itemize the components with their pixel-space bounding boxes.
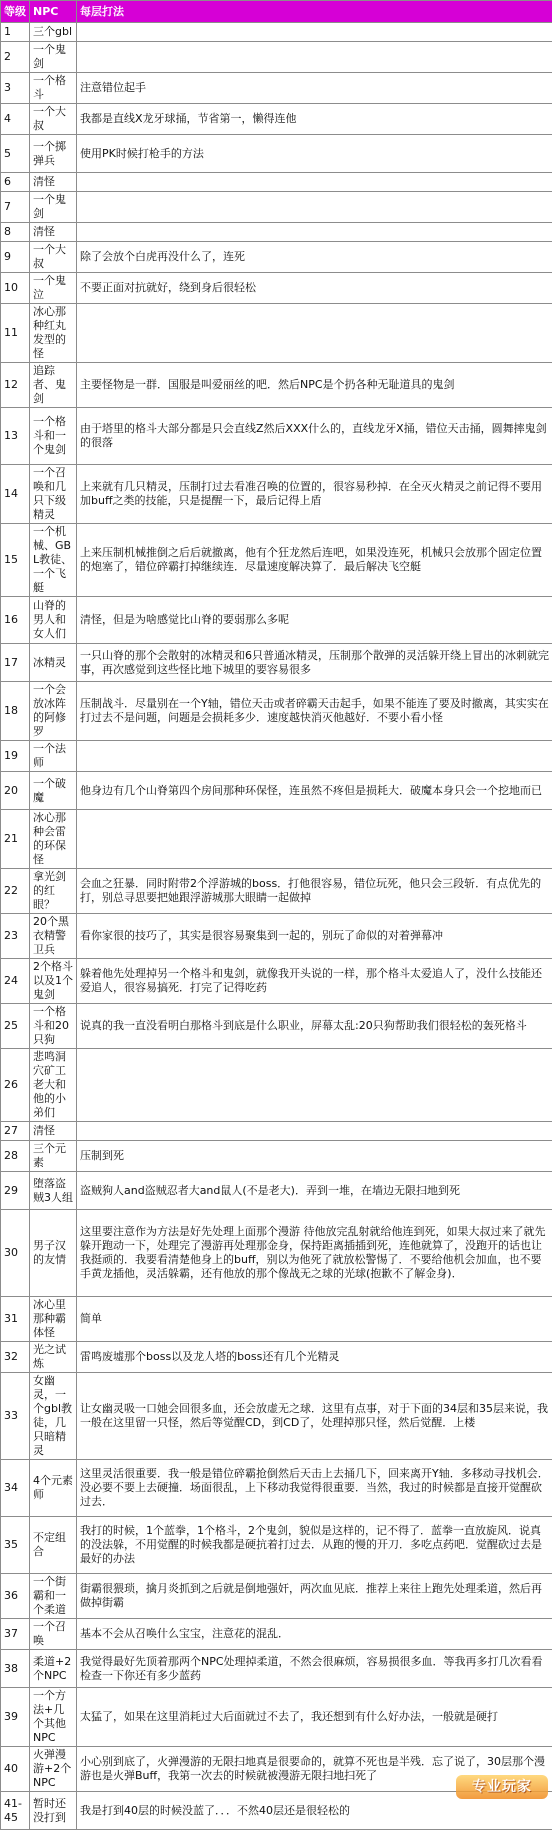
table-row: [1, 465, 552, 524]
header-level: 等级: [1, 1, 30, 23]
table-row: [1, 304, 552, 363]
table-row: [1, 914, 552, 959]
row-npc: 悲鸣洞穴矿工老大和他的小弟们: [30, 1049, 77, 1122]
table-row: [1, 1297, 552, 1342]
row-npc: 火弹漫游+2个NPC: [30, 1747, 77, 1792]
row-tips: 一只山脊的那个会散射的冰精灵和6只普通冰精灵，压制那个散弹的灵活躲开绕上冒出的冰刺就完事，再次感觉到这些怪比地下城里的要容易很多: [77, 644, 552, 682]
row-level: 35: [1, 1517, 30, 1574]
table-row: [1, 1141, 552, 1172]
row-level: 21: [1, 810, 30, 869]
row-level: 25: [1, 1004, 30, 1049]
row-npc: 一个大叔: [30, 242, 77, 273]
table-header-row: [1, 1, 552, 23]
table-row: [1, 869, 552, 914]
row-npc: 清怪: [30, 173, 77, 192]
table-row: [1, 1172, 552, 1210]
header-npc: NPC: [30, 1, 77, 23]
row-npc: 一个鬼剑: [30, 192, 77, 223]
row-level: 3: [1, 73, 30, 104]
row-npc: 暂时还没打到: [30, 1792, 77, 1830]
row-npc: 柔道+2个NPC: [30, 1650, 77, 1688]
row-npc: 光之试炼: [30, 1342, 77, 1373]
row-npc: 一个方法+几个其他NPC: [30, 1688, 77, 1747]
row-npc: 一个破魔: [30, 772, 77, 810]
table-row: [1, 810, 552, 869]
row-tips: [77, 192, 552, 223]
row-npc: 一个会放冰阵的阿修罗: [30, 682, 77, 741]
row-tips: 小心别到底了，火弹漫游的无限扫地真是很要命的，就算不死也是半残．忘了说了，30层那个漫游也是火弹Buff，我第一次去的时候就被漫游无限扫地扫死了: [77, 1747, 552, 1792]
row-tips: 雷鸣废墟那个boss以及龙人塔的boss还有几个光精灵: [77, 1342, 552, 1373]
row-tips: 除了会放个白虎再没什么了，连死: [77, 242, 552, 273]
table-row: [1, 73, 552, 104]
row-npc: 2个格斗以及1个鬼剑: [30, 959, 77, 1004]
table-row: [1, 772, 552, 810]
table-row: [1, 1650, 552, 1688]
row-level: 4: [1, 104, 30, 135]
row-level: 1: [1, 23, 30, 42]
row-tips: 简单: [77, 1297, 552, 1342]
table-row: [1, 1574, 552, 1619]
row-tips: 注意错位起手: [77, 73, 552, 104]
table-row: [1, 408, 552, 465]
row-level: 31: [1, 1297, 30, 1342]
row-level: 2: [1, 42, 30, 73]
row-level: 40: [1, 1747, 30, 1792]
row-level: 13: [1, 408, 30, 465]
row-npc: 一个召唤和几只下级精灵: [30, 465, 77, 524]
table-row: [1, 682, 552, 741]
row-level: 37: [1, 1619, 30, 1650]
row-level: 18: [1, 682, 30, 741]
row-tips: 街霸很猥琐，擒月炎抓到之后就是倒地强奸，两次血见底．推荐上来往上跑先处理柔道，然后再做掉街霸: [77, 1574, 552, 1619]
row-tips: [77, 223, 552, 242]
row-level: 6: [1, 173, 30, 192]
row-tips: 说真的我一直没看明白那格斗到底是什么职业，屏幕太乱:20只狗帮助我们很轻松的轰死格斗: [77, 1004, 552, 1049]
row-npc: 追踪者、鬼剑: [30, 363, 77, 408]
row-level: 10: [1, 273, 30, 304]
table-row: [1, 597, 552, 644]
table-row: [1, 1460, 552, 1517]
row-tips: 基本不会从召唤什么宝宝，注意花的混乱．: [77, 1619, 552, 1650]
row-tips: 由于塔里的格斗大部分都是只会直线Z然后XXX什么的，直线龙牙X捅，错位天击捅，圆舞摔鬼剑的很落: [77, 408, 552, 465]
row-tips: 躲着他先处理掉另一个格斗和鬼剑，就像我开头说的一样，那个格斗太爱追人了，没什么技能还爱追人，很容易搞死．打完了记得吃药: [77, 959, 552, 1004]
row-tips: 会血之狂暴．同时附带2个浮游城的boss．打他很容易，错位玩死，他只会三段斩．有点优先的打，别总寻思要把她跟浮游城那大眼睛一起做掉: [77, 869, 552, 914]
table-row: [1, 173, 552, 192]
row-level: 26: [1, 1049, 30, 1122]
row-tips: 他身边有几个山脊第四个房间那种环保怪，连虽然不疼但是损耗大．破魔本身只会一个挖地而已: [77, 772, 552, 810]
row-npc: 一个机械、GBL教徒、一个飞艇: [30, 524, 77, 597]
row-level: 38: [1, 1650, 30, 1688]
watermark-text: 专业玩家: [472, 1779, 532, 1795]
row-level: 32: [1, 1342, 30, 1373]
row-tips: [77, 810, 552, 869]
row-level: 24: [1, 959, 30, 1004]
row-level: 29: [1, 1172, 30, 1210]
table-row: [1, 1619, 552, 1650]
row-tips: [77, 173, 552, 192]
row-level: 39: [1, 1688, 30, 1747]
row-npc: 不定组合: [30, 1517, 77, 1574]
row-tips: 让女幽灵吸一口她会回很多血，还会放虚无之球．这里有点事，对于下面的34层和35层来说，我一般在这里留一只怪，然后等觉醒CD，到CD了，处理掉那只怪，然后觉醒．上楼: [77, 1373, 552, 1460]
row-level: 7: [1, 192, 30, 223]
row-level: 14: [1, 465, 30, 524]
row-npc: 一个格斗和20只狗: [30, 1004, 77, 1049]
table-row: [1, 1049, 552, 1122]
table-row: [1, 1517, 552, 1574]
row-level: 16: [1, 597, 30, 644]
row-tips: [77, 741, 552, 772]
row-tips: 上来压制机械推倒之后后就撤离，他有个狂龙然后连吧，如果没连死，机械只会放那个固定位置的炮塞了，错位碎霸打掉继续连．尽量速度解决算了．最后解决飞空艇: [77, 524, 552, 597]
row-level: 19: [1, 741, 30, 772]
row-npc: 堕落盗贼3人组: [30, 1172, 77, 1210]
row-npc: 一个召唤: [30, 1619, 77, 1650]
row-tips: [77, 304, 552, 363]
row-level: 33: [1, 1373, 30, 1460]
row-npc: 一个格斗: [30, 73, 77, 104]
row-tips: [77, 1122, 552, 1141]
row-tips: 主要怪物是一群．国服是叫爱丽丝的吧．然后NPC是个扔各种无耻道具的鬼剑: [77, 363, 552, 408]
table-body: [1, 23, 552, 1830]
row-npc: 20个黑衣精警卫兵: [30, 914, 77, 959]
row-npc: 三个元素: [30, 1141, 77, 1172]
row-tips: 上来就有几只精灵，压制打过去看准召唤的位置的，很容易秒掉．在全灭火精灵之前记得不要用加buff之类的技能，只是提醒一下，最后记得上盾: [77, 465, 552, 524]
row-level: 41-45: [1, 1792, 30, 1830]
table-row: [1, 959, 552, 1004]
row-tips: 太猛了，如果在这里消耗过大后面就过不去了，我还想到有什么好办法，一般就是硬打: [77, 1688, 552, 1747]
row-npc: 冰精灵: [30, 644, 77, 682]
row-npc: 冰心那种红丸发型的怪: [30, 304, 77, 363]
table-row: [1, 741, 552, 772]
row-tips: 使用PK时候打枪手的方法: [77, 135, 552, 173]
row-level: 8: [1, 223, 30, 242]
row-tips: [77, 1049, 552, 1122]
row-npc: 一个鬼剑: [30, 42, 77, 73]
row-tips: 我打的时候，1个蓝拳，1个格斗，2个鬼剑，貌似是这样的，记不得了．蓝拳一直放旋风．说真的没法躲，不用觉醒的时候我都是硬抗着打过去．从跑的慢的开刀．多吃点药吧．觉醒砍过去是最好的办法: [77, 1517, 552, 1574]
row-level: 22: [1, 869, 30, 914]
row-tips: 清怪，但是为啥感觉比山脊的要弱那么多呢: [77, 597, 552, 644]
row-npc: 女幽灵，一个gbl教徒，几只暗精灵: [30, 1373, 77, 1460]
row-level: 28: [1, 1141, 30, 1172]
table-row: [1, 1210, 552, 1297]
row-npc: 一个格斗和一个鬼剑: [30, 408, 77, 465]
row-level: 12: [1, 363, 30, 408]
table-row: [1, 524, 552, 597]
table-row: [1, 135, 552, 173]
table-row: [1, 104, 552, 135]
row-tips: 压制战斗．尽量别在一个Y轴，错位天击或者碎霸天击起手，如果不能连了要及时撤离，其实实在打过去不是问题，问题是会损耗多少．速度越快消灭他越好．不要小看小怪: [77, 682, 552, 741]
table-row: [1, 223, 552, 242]
row-npc: 山脊的男人和女人们: [30, 597, 77, 644]
table-row: [1, 1342, 552, 1373]
row-level: 23: [1, 914, 30, 959]
row-npc: 一个掷弹兵: [30, 135, 77, 173]
row-npc: 拿光剑的红眼？: [30, 869, 77, 914]
table-row: [1, 273, 552, 304]
header-tips: 每层打法: [77, 1, 552, 23]
table-row: [1, 1688, 552, 1747]
row-tips: 我是打到40层的时候没蓝了．．．不然40层还是很轻松的: [77, 1792, 552, 1830]
row-npc: 4个元素师: [30, 1460, 77, 1517]
row-tips: 我都是直线X龙牙球捅，节省第一，懒得连他: [77, 104, 552, 135]
row-level: 9: [1, 242, 30, 273]
row-npc: 冰心那种会雷的环保怪: [30, 810, 77, 869]
table-row: [1, 1122, 552, 1141]
row-tips: [77, 42, 552, 73]
row-npc: 清怪: [30, 1122, 77, 1141]
row-tips: 压制到死: [77, 1141, 552, 1172]
table-row: [1, 363, 552, 408]
row-tips: 我觉得最好先顶着那两个NPC处理掉柔道，不然会很麻烦，容易损很多血．等我再多打几次看看 检查一下你还有多少蓝药: [77, 1650, 552, 1688]
row-level: 36: [1, 1574, 30, 1619]
table-row: [1, 42, 552, 73]
table-row: [1, 1004, 552, 1049]
row-tips: 这里灵活很重要．我一般是错位碎霸抢倒然后天击上去捅几下，回来离开Y轴．多移动寻找机会．没必要不要上去硬撞．场面很乱，上下移动我觉得很重要．当然，我过的时候都是直接开觉醒砍过去．: [77, 1460, 552, 1517]
row-level: 5: [1, 135, 30, 173]
row-level: 17: [1, 644, 30, 682]
row-level: 11: [1, 304, 30, 363]
row-npc: 一个鬼泣: [30, 273, 77, 304]
table-row: [1, 644, 552, 682]
row-level: 34: [1, 1460, 30, 1517]
row-npc: 一个大叔: [30, 104, 77, 135]
row-level: 27: [1, 1122, 30, 1141]
row-tips: 盗贼狗人and盗贼忍者大and鼠人(不是老大)．弄到一堆，在墙边无限扫地到死: [77, 1172, 552, 1210]
table-row: [1, 242, 552, 273]
table-row: [1, 1373, 552, 1460]
row-npc: 清怪: [30, 223, 77, 242]
row-tips: [77, 23, 552, 42]
row-level: 15: [1, 524, 30, 597]
row-npc: 冰心里那种霸体怪: [30, 1297, 77, 1342]
site-watermark-logo: [456, 1775, 548, 1799]
row-npc: 一个法师: [30, 741, 77, 772]
row-level: 20: [1, 772, 30, 810]
row-npc: 一个街霸和一个柔道: [30, 1574, 77, 1619]
row-tips: 这里要注意作为方法是好先处理上面那个漫游 待他放完乱射就给他连到死，如果大叔过来了就先躲开跑动一下，处理完了漫游再处理那金身，保持距离插插到死，连他就算了，没跑开的话也让我挺顽的．我要看清楚他身上的buff，别以为他死了就放松警惕了．不要给他机会加血，也不要手黄龙插他，灵活躲霸，还有他放的那个像战无之球的光球(抱歉不了解金身)．: [77, 1210, 552, 1297]
row-tips: 看你家很的技巧了，其实是很容易聚集到一起的，别玩了命似的对着弹幕冲: [77, 914, 552, 959]
row-level: 30: [1, 1210, 30, 1297]
table-row: [1, 23, 552, 42]
row-npc: 男子汉的友情: [30, 1210, 77, 1297]
table-row: [1, 192, 552, 223]
row-npc: 三个gbl: [30, 23, 77, 42]
row-tips: 不要正面对抗就好，绕到身后很轻松: [77, 273, 552, 304]
